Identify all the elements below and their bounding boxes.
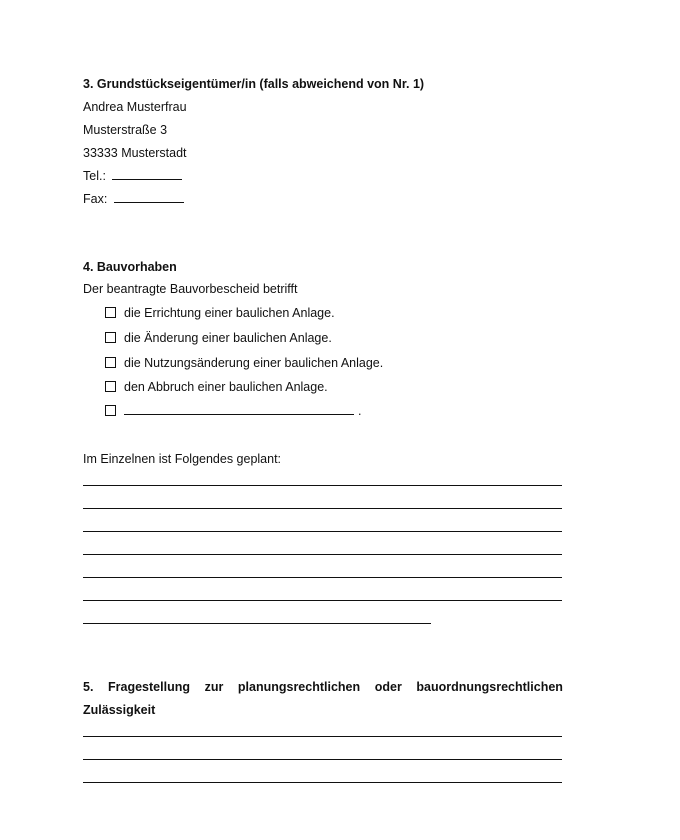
heading-word: 5. — [83, 680, 94, 694]
option-nutzungsaenderung[interactable] — [105, 355, 383, 371]
details-line[interactable] — [83, 554, 562, 555]
heading-word: planungsrechtlichen — [237, 680, 361, 694]
owner-name: Andrea Musterfrau — [83, 100, 187, 114]
tel-label: Tel.: — [83, 169, 106, 183]
details-line[interactable] — [83, 623, 431, 624]
option-label: die Änderung einer baulichen Anlage. — [124, 331, 332, 345]
section5-heading-line2: Zulässigkeit — [83, 703, 156, 717]
section4-heading: 4. Bauvorhaben — [83, 260, 177, 274]
option-abbruch[interactable] — [105, 379, 328, 395]
heading-word: oder — [374, 680, 402, 694]
heading-word: zur — [204, 680, 224, 694]
checkbox[interactable] — [105, 307, 116, 318]
tel-row — [83, 168, 182, 184]
details-line[interactable] — [83, 508, 562, 509]
details-line[interactable] — [83, 577, 562, 578]
owner-street: Musterstraße 3 — [83, 123, 168, 137]
section5-heading — [83, 679, 563, 695]
details-line[interactable] — [83, 531, 562, 532]
checkbox[interactable] — [105, 332, 116, 343]
checkbox[interactable] — [105, 357, 116, 368]
option-label: den Abbruch einer baulichen Anlage. — [124, 380, 328, 394]
fax-row — [83, 191, 184, 207]
question-line[interactable] — [83, 759, 562, 760]
details-label: Im Einzelnen ist Folgendes geplant: — [83, 452, 282, 466]
details-line[interactable] — [83, 485, 562, 486]
section3-heading: 3. Grundstückseigentümer/in (falls abweichend von Nr. 1) — [83, 77, 425, 91]
checkbox[interactable] — [105, 405, 116, 416]
question-line[interactable] — [83, 736, 562, 737]
option-errichtung[interactable] — [105, 305, 335, 321]
fax-label: Fax: — [83, 192, 108, 206]
option-aenderung[interactable] — [105, 330, 332, 346]
option-other[interactable] — [105, 403, 361, 419]
other-field[interactable] — [124, 403, 354, 415]
question-line[interactable] — [83, 782, 562, 783]
heading-word: Fragestellung — [108, 680, 190, 694]
option-label: die Nutzungsänderung einer baulichen Anlage. — [124, 356, 384, 370]
owner-city: 33333 Musterstadt — [83, 146, 187, 160]
other-suffix: . — [358, 404, 362, 418]
checkbox[interactable] — [105, 381, 116, 392]
details-line[interactable] — [83, 600, 562, 601]
heading-word: bauordnungsrechtlichen — [416, 680, 563, 694]
option-label: die Errichtung einer baulichen Anlage. — [124, 306, 335, 320]
fax-field[interactable] — [114, 191, 184, 203]
section4-intro: Der beantragte Bauvorbescheid betrifft — [83, 282, 298, 296]
tel-field[interactable] — [112, 168, 182, 180]
